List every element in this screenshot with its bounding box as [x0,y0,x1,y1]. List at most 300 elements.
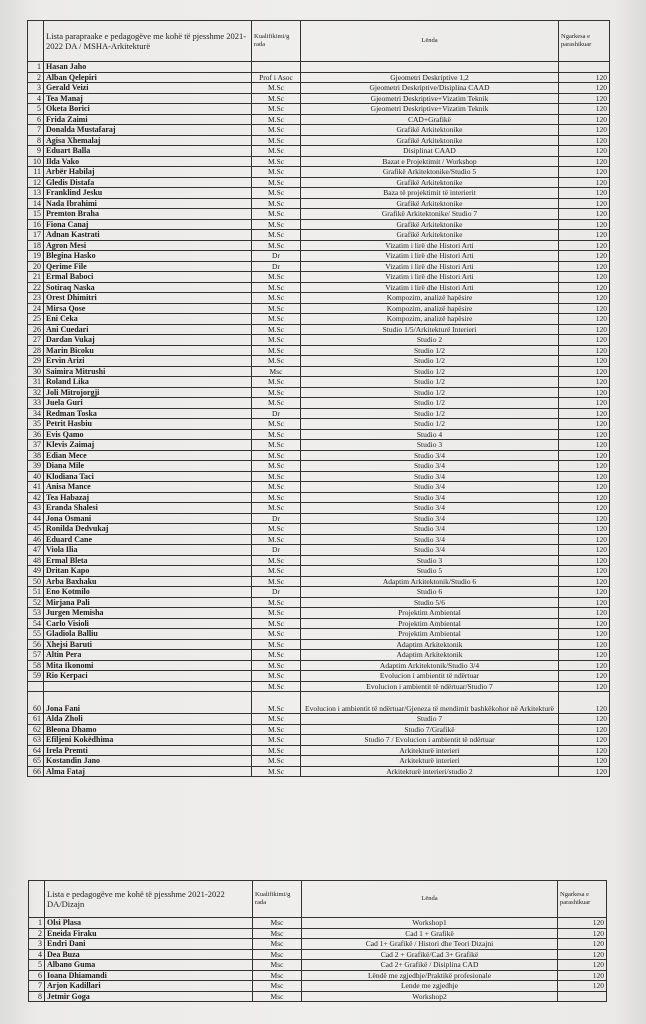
teacher-name: Eni Ceka [44,314,252,325]
teacher-name: Arba Baxhaku [44,576,252,587]
table-row [28,597,610,608]
hours: 120 [559,272,610,283]
hours: 120 [559,681,610,692]
hours: 120 [558,970,607,981]
table-row [28,639,610,650]
teacher-name: Gerald Veizi [44,83,252,94]
subject: Studio 1/5/Arkitekturë Interieri [301,324,559,335]
table-row [28,146,610,157]
subject: Studio 5/6 [301,597,559,608]
row-number: 57 [28,650,44,661]
table-row [28,745,610,756]
teacher-name: Petrit Hasbiu [44,419,252,430]
table-row [28,503,610,514]
row-number: 10 [28,156,44,167]
qualification: M.Sc [252,156,301,167]
row-number: 42 [28,492,44,503]
subject: Projektim Ambiental [301,618,559,629]
qualification: M.Sc [252,766,301,777]
subject: Gjeometri Deskriptive+Vizatim Teknik [301,93,559,104]
teacher-name: Olsi Plasa [45,918,253,929]
subject: Studio 7 [301,714,559,725]
table-row [28,766,610,777]
table-title: Lista parapraake e pedagogëve me kohë të pjesshme 2021-2022 DA / MSHA-Arkitekturë [44,21,252,62]
qualification: M.Sc [252,503,301,514]
qualification: Msc [253,981,302,992]
table-row [28,83,610,94]
table-row [29,918,607,929]
hours: 120 [559,513,610,524]
table-row [28,272,610,283]
hours: 120 [559,524,610,535]
row-number: 4 [29,949,45,960]
hours: 120 [559,576,610,587]
hours: 120 [559,324,610,335]
row-number: 63 [28,735,44,746]
qualification: Dr [252,513,301,524]
qualification: M.Sc [252,104,301,115]
row-number: 12 [28,177,44,188]
qualification: M.Sc [252,188,301,199]
subject: Grafikë Arkitektonike [301,230,559,241]
teacher-name: Jetmir Goga [45,991,253,1002]
teacher-name: Edian Mece [44,450,252,461]
qualification: M.Sc [252,440,301,451]
subject: CAD+Grafikë [301,114,559,125]
row-number: 23 [28,293,44,304]
table-row [28,545,610,556]
row-number: 37 [28,440,44,451]
table-row [28,72,610,83]
teacher-name: Alban Qelepiri [44,72,252,83]
table-row [28,492,610,503]
table-row [28,735,610,746]
qualification: M.Sc [252,240,301,251]
table-row [28,177,610,188]
row-number: 32 [28,387,44,398]
hours: 120 [559,167,610,178]
subject: Cad 2 + Grafikë/Cad 3+ Grafikë [302,949,558,960]
row-number: 2 [29,928,45,939]
teacher-name: Alda Zholi [44,714,252,725]
table-row [28,566,610,577]
table-architecture [27,20,610,777]
table-row [28,135,610,146]
hours: 120 [559,114,610,125]
row-number: 8 [29,991,45,1002]
subject: Studio 4 [301,429,559,440]
hours: 120 [559,756,610,767]
row-number: 43 [28,503,44,514]
table-row [28,576,610,587]
teacher-name: Altin Pera [44,650,252,661]
hours: 120 [559,545,610,556]
qualification: M.Sc [252,524,301,535]
qualification: M.Sc [252,681,301,692]
table-row [28,419,610,430]
qualification: M.Sc [252,324,301,335]
hours: 120 [559,650,610,661]
table-row [28,681,610,692]
hours: 120 [559,440,610,451]
teacher-name: Tea Habazaj [44,492,252,503]
subject: Studio 3/4 [301,524,559,535]
row-number: 6 [28,114,44,125]
table-row [28,62,610,73]
table-row [28,240,610,251]
table-row [28,188,610,199]
hours: 120 [558,981,607,992]
col-qualification: Kualifikimi/g rada [252,21,301,62]
table-row [28,366,610,377]
qualification: M.Sc [252,272,301,283]
row-number: 66 [28,766,44,777]
teacher-name: Jona Osmani [44,513,252,524]
table-title: Lista e pedagogëve me kohë të pjesshme 2021-2022 DA/Dizajn [45,881,253,918]
table-body [28,62,610,777]
row-number: 40 [28,471,44,482]
row-number: 7 [28,125,44,136]
hours: 120 [558,928,607,939]
table-row [28,714,610,725]
teacher-name: Franklind Jesku [44,188,252,199]
qualification: Dr [252,408,301,419]
table-row [28,230,610,241]
teacher-name: Donalda Mustafaraj [44,125,252,136]
row-number: 20 [28,261,44,272]
teacher-name: Frida Zaimi [44,114,252,125]
teacher-name: Adnan Kastrati [44,230,252,241]
hours: 120 [559,629,610,640]
teacher-name: Rio Kerpaci [44,671,252,682]
qualification: M.Sc [252,135,301,146]
subject: Disiplinat CAAD [301,146,559,157]
subject: Grafikë Arkitektonike [301,135,559,146]
hours: 120 [559,377,610,388]
qualification: M.Sc [252,293,301,304]
qualification: M.Sc [252,629,301,640]
qualification: M.Sc [252,450,301,461]
hours: 120 [559,745,610,756]
table-row [28,282,610,293]
subject: Arkitekturë interieri [301,756,559,767]
table-row [28,324,610,335]
subject: Workshop2 [302,991,558,1002]
qualification: M.Sc [252,167,301,178]
row-number: 6 [29,970,45,981]
hours: 120 [559,188,610,199]
row-number: 45 [28,524,44,535]
hours: 120 [559,135,610,146]
teacher-name: Fiona Canaj [44,219,252,230]
table-row [28,261,610,272]
table-row [29,939,607,950]
teacher-name: Irela Premti [44,745,252,756]
subject: Studio 1/2 [301,377,559,388]
row-number: 65 [28,756,44,767]
hours: 120 [559,72,610,83]
table-body [29,918,607,1002]
hours: 120 [559,83,610,94]
teacher-name: Klodiana Taci [44,471,252,482]
row-number: 17 [28,230,44,241]
teacher-name: Mirsa Qose [44,303,252,314]
table-row [28,440,610,451]
teacher-name: Carlo Visioli [44,618,252,629]
hours: 120 [559,597,610,608]
row-number: 24 [28,303,44,314]
hours: 120 [559,724,610,735]
hours: 120 [559,692,610,714]
row-number: 55 [28,629,44,640]
row-number: 39 [28,461,44,472]
teacher-name: Arjon Kadillari [45,981,253,992]
subject: Studio 6 [301,587,559,598]
row-number [28,681,44,692]
table-design [28,880,607,1002]
row-number: 11 [28,167,44,178]
row-number: 13 [28,188,44,199]
row-number: 36 [28,429,44,440]
hours [559,62,610,73]
teacher-name: Ermal Bleta [44,555,252,566]
subject [301,62,559,73]
teacher-name: Efiljeni Kokëdhima [44,735,252,746]
teacher-name: Dardan Vukaj [44,335,252,346]
qualification: M.Sc [252,282,301,293]
subject: Vizatim i lirë dhe Histori Arti [301,282,559,293]
teacher-name: Dritan Kapo [44,566,252,577]
subject: Arkitekturë interieri [301,745,559,756]
qualification: M.Sc [252,429,301,440]
hours: 120 [559,93,610,104]
row-number: 5 [29,960,45,971]
subject: Cad 1+ Grafikë / Histori dhe Teori Dizajni [302,939,558,950]
subject: Studio 3/4 [301,545,559,556]
hours: 120 [559,104,610,115]
teacher-name: Qerime File [44,261,252,272]
teacher-name: Ervin Arizi [44,356,252,367]
hours: 120 [559,261,610,272]
subject: Grafikë Arkitektonike/Studio 5 [301,167,559,178]
teacher-name: Blegina Hasko [44,251,252,262]
table-row [28,650,610,661]
row-number: 22 [28,282,44,293]
row-number: 25 [28,314,44,325]
qualification: Msc [253,949,302,960]
hours: 120 [559,219,610,230]
hours: 120 [559,450,610,461]
qualification: M.Sc [252,219,301,230]
hours: 120 [559,345,610,356]
hours: 120 [559,608,610,619]
subject: Adaptim Arkitektonik/Studio 6 [301,576,559,587]
qualification: Dr [252,261,301,272]
qualification: M.Sc [252,177,301,188]
hours: 120 [559,660,610,671]
subject: Projektim Ambiental [301,608,559,619]
qualification: M.Sc [252,555,301,566]
row-number: 62 [28,724,44,735]
row-number: 19 [28,251,44,262]
row-number: 52 [28,597,44,608]
table-row [28,377,610,388]
subject: Studio 7 / Evolucion i ambientit të ndërtuar [301,735,559,746]
qualification: M.Sc [252,146,301,157]
row-number: 14 [28,198,44,209]
qualification: M.Sc [252,756,301,767]
subject: Studio 3 [301,440,559,451]
row-number: 38 [28,450,44,461]
qualification: Dr [252,545,301,556]
table-row [29,928,607,939]
table-row [28,608,610,619]
row-number: 1 [29,918,45,929]
col-number [28,21,44,62]
qualification: M.Sc [252,419,301,430]
teacher-name: Eneida Firaku [45,928,253,939]
row-number: 4 [28,93,44,104]
qualification: M.Sc [252,597,301,608]
table-row [28,167,610,178]
subject: Studio 3/4 [301,461,559,472]
subject: Studio 3/4 [301,534,559,545]
table-row [28,482,610,493]
teacher-name: Alma Fataj [44,766,252,777]
qualification: M.Sc [252,650,301,661]
table-row [28,408,610,419]
qualification: M.Sc [252,93,301,104]
row-number: 3 [28,83,44,94]
table-row [28,461,610,472]
row-number: 48 [28,555,44,566]
hours: 120 [559,566,610,577]
table-row [28,303,610,314]
col-number [29,881,45,918]
qualification: M.Sc [252,356,301,367]
table-row [28,314,610,325]
teacher-name: Eranda Shalesi [44,503,252,514]
subject: Studio 1/2 [301,398,559,409]
hours: 120 [559,587,610,598]
subject: Studio 1/2 [301,345,559,356]
subject: Projektim Ambiental [301,629,559,640]
qualification: Msc [252,366,301,377]
qualification: M.Sc [252,724,301,735]
subject: Vizatim i lirë dhe Histori Arti [301,272,559,283]
table-row [28,555,610,566]
row-number: 60 [28,692,44,714]
subject: Lende me zgjedhje [302,981,558,992]
qualification: M.Sc [252,335,301,346]
teacher-name: Diana Mile [44,461,252,472]
subject: Adaptim Arkitektonik [301,650,559,661]
row-number: 59 [28,671,44,682]
qualification: M.Sc [252,618,301,629]
hours: 120 [559,534,610,545]
teacher-name: Roland Lika [44,377,252,388]
teacher-name: Ermal Baboci [44,272,252,283]
teacher-name [44,681,252,692]
subject: Gjeometri Deskriptive/Disiplina CAAD [301,83,559,94]
table-row [28,125,610,136]
subject: Studio 7/Grafikë [301,724,559,735]
teacher-name: Albano Guma [45,960,253,971]
subject: Workshop1 [302,918,558,929]
row-number: 50 [28,576,44,587]
subject: Kompozim, analizë hapësire [301,293,559,304]
table-row [28,345,610,356]
teacher-name: Klevis Zaimaj [44,440,252,451]
qualification: M.Sc [252,735,301,746]
qualification: M.Sc [252,576,301,587]
subject: Adaptim Arkitektonik/Studio 3/4 [301,660,559,671]
hours: 120 [559,240,610,251]
subject: Vizatim i lirë dhe Histori Arti [301,251,559,262]
hours: 120 [559,471,610,482]
subject: Grafikë Arkitektonike [301,125,559,136]
hours: 120 [559,314,610,325]
teacher-name: Arbër Habilaj [44,167,252,178]
qualification [252,62,301,73]
hours: 120 [559,156,610,167]
row-number: 34 [28,408,44,419]
table-row [29,981,607,992]
subject: Studio 3 [301,555,559,566]
teacher-name: Ioana Dhiamandi [45,970,253,981]
teacher-name: Marin Bicoku [44,345,252,356]
col-subject: Lënda [302,881,558,918]
table-row [28,198,610,209]
subject: Evolucion i ambientit të ndërtuar [301,671,559,682]
hours: 120 [558,939,607,950]
qualification: Msc [253,928,302,939]
table-row [28,618,610,629]
subject: Bazat e Projektimit / Workshop [301,156,559,167]
hours: 120 [559,230,610,241]
hours: 120 [559,282,610,293]
subject: Baza të projektimit të interierit [301,188,559,199]
subject: Studio 3/4 [301,450,559,461]
teacher-name: Ronilda Dedvukaj [44,524,252,535]
subject: Gjeometri Deskriptive 1,2 [301,72,559,83]
table-row [29,949,607,960]
table-row [28,629,610,640]
hours: 120 [559,482,610,493]
row-number: 33 [28,398,44,409]
teacher-name: Endri Dani [45,939,253,950]
subject: Gjeometri Deskriptive+Vizatim Teknik [301,104,559,115]
row-number: 29 [28,356,44,367]
qualification: M.Sc [252,125,301,136]
hours: 120 [559,555,610,566]
row-number: 58 [28,660,44,671]
teacher-name: Anisa Mance [44,482,252,493]
row-number: 18 [28,240,44,251]
row-number: 53 [28,608,44,619]
row-number: 47 [28,545,44,556]
table-row [28,251,610,262]
subject: Studio 2 [301,335,559,346]
subject: Studio 1/2 [301,419,559,430]
teacher-name: Mirjana Pali [44,597,252,608]
teacher-name: Dea Buza [45,949,253,960]
teacher-name: Kostandin Jano [44,756,252,767]
row-number: 31 [28,377,44,388]
row-number: 1 [28,62,44,73]
subject: Studio 3/4 [301,471,559,482]
table-row [28,587,610,598]
